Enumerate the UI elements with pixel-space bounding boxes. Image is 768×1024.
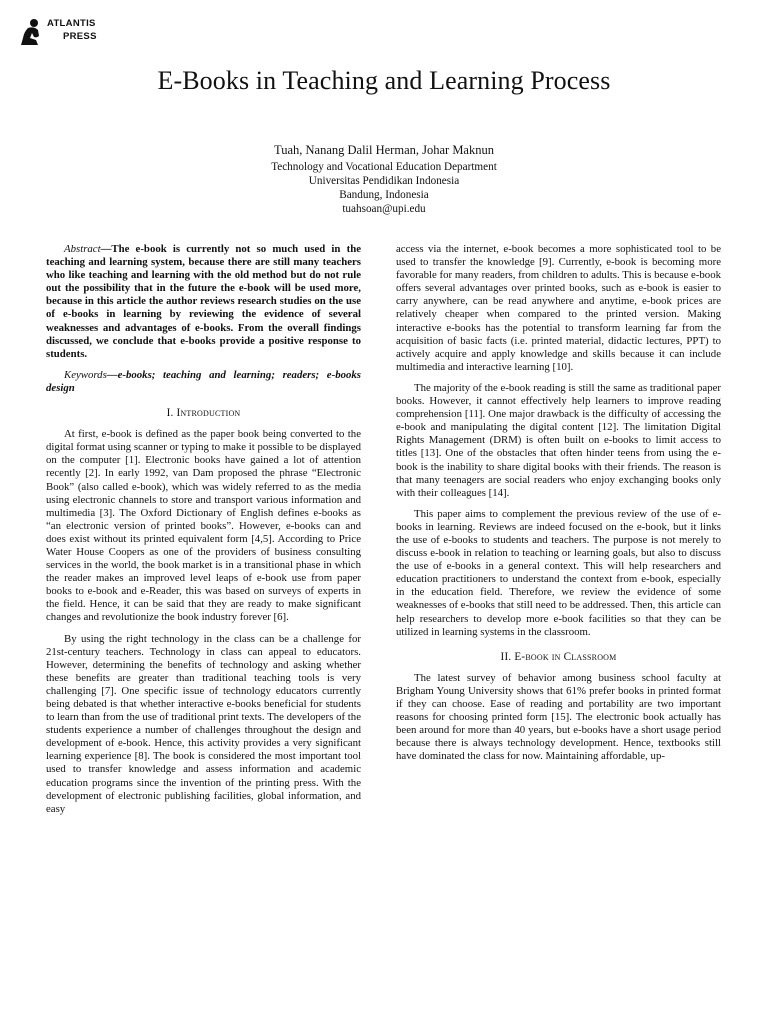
keywords-label: Keywords	[64, 368, 107, 381]
affiliation-email: tuahsoan@upi.edu	[342, 203, 426, 215]
keywords	[46, 369, 361, 395]
paragraph-intro-continued: access via the internet, e-book becomes a more sophisticated tool to be used to transfer the knowledge [9]. Currently, e-book is becoming more favorable for many readers, from children to adults. This is because e-book offers several advantages over printed books, such as e-book is easier to carry anywhere, can be read anywhere and anytime, e-book prices are relatively cheaper when compared to the printed version. Making interactive e-books has the potential to transform learning far from the acquisition of basic facts (i.e. printed material, didactic lectures, PPT) to actively acquire and apply knowledge and skills because it can include multimedia and interactive learning [10].	[396, 243, 721, 373]
thinker-silhouette-icon	[18, 18, 44, 46]
affiliation-city: Bandung, Indonesia	[339, 189, 429, 201]
abstract-label: Abstract	[64, 243, 101, 255]
abstract	[46, 243, 361, 361]
paper-authors: Tuah, Nanang Dalil Herman, Johar Maknun	[274, 143, 494, 157]
section-heading-ebook-in-classroom: II. E-book in Classroom	[500, 650, 617, 663]
publisher-logo	[18, 16, 128, 48]
abstract-dash: —	[100, 243, 112, 255]
paragraph-intro-2: By using the right technology in the class can be a challenge for 21st-century teachers. Technology in class can appeal to educators. However, determining the benefits of technology and asking whether these benefits are greater than traditional teaching tools is very challenging [7]. One specific issue of technology educators currently being debated is that whether interactive e-books beneficial for students to learn than from the use of traditional print texts. The developers of the students experience a number of challenges throughout the design and development of e-book. Hence, this activity provides a very significant learning experience [8]. The book is considered the most important tool used to transfer knowledge and assess information and academic education programs since the invention of the printing press. With the development of electronic publishing facilities, global information, and easy	[46, 632, 361, 815]
affiliation-department: Technology and Vocational Education Department	[271, 161, 497, 173]
paragraph-section2-1: The latest survey of behavior among business school faculty at Brigham Young University shows that 61% prefer books in printed format if they can choose. Ease of reading and portability are two important reasons for choosing printed form [15]. The electronic book actually has been around for more than 40 years, but e-books have a short usage period because there is always technology development. Hence, textbooks still have dominated the class for now. Maintaining affordable, up-	[396, 671, 721, 763]
section-heading-introduction: I. Introduction	[166, 407, 241, 420]
left-column	[46, 243, 361, 824]
paragraph-intro-4: This paper aims to complement the previous review of the use of e-books in learning. Reviews are indeed focused on the e-book, but it links the use of e-books to students and teachers. The purpose is not merely to discuss e-book in relation to teaching or learning goals, but also to discuss the use of e-books in a general context. This will help researchers and education practitioners to understand the context from e-book, especially in the education field. Therefore, we review the evidence of some weaknesses of e-books that still need to be addressed. Then, this article can help researchers to develop more e-book facilities so that they can be utilized in learning systems in the classroom.	[396, 507, 721, 638]
right-column	[396, 243, 721, 771]
publisher-name-line1: ATLANTIS	[47, 18, 96, 29]
keywords-text: e-books; teaching and learning; readers; e-books design	[46, 368, 361, 394]
paper-title: E-Books in Teaching and Learning Process	[157, 66, 611, 95]
keywords-dash: —	[106, 368, 118, 381]
publisher-name-line2: PRESS	[63, 31, 97, 42]
abstract-text: The e-book is currently not so much used in the teaching and learning system, because there are still many teachers who like teaching and learning with the old method but do not rule out the possibility that in the future the e-book will be used more, because in this article the author reviews research studies on the use of e-books in learning by reviewing the evidence of several weaknesses and advantages of e-books. From the overall findings discussed, we conclude that e-books provide a positive response to students.	[46, 243, 361, 360]
author-affiliation	[0, 160, 768, 216]
paragraph-intro-1: At first, e-book is defined as the paper book being converted to the digital format using scanner or typing to make it possible to be displayed on the computer [1]. Electronic books have gained a lot of attention recently [2]. In early 1992, van Dam proposed the phrase “Electronic Book” (also called e-book), which was widely referred to as the media using electronic channels to store and transport various information and multimedia [3]. The Oxford Dictionary of English defines e-books as “an electronic version of printed books”. However, e-books can and does exist without its printed equivalent form [4,5]. According to Price Water House Coopers as one of the providers of business consulting services in the world, the book market is in a transitional phase in which the reader makes an improved level leaps of e-book use from paper books to e-book and e-Reader, this was based on surveys of experts in the field. Hence, it can be said that they are ready to make significant changes and revolutionize the book industry forever [6].	[46, 428, 361, 624]
paragraph-intro-3: The majority of the e-book reading is still the same as traditional paper books. However, it cannot effectively help learners to improve reading comprehension [11]. One major drawback is the difficulty of accessing the e-book and manipulating the digital content [12]. The limitation Digital Rights Management (DRM) is often built on e-books to limit access to titles [13]. One of the obstacles that often hinder teens from using the e-book is the inability to share digital books with their friends. The reason is that many teenagers are social readers who enjoy exchanging books only with their colleagues [14].	[396, 381, 721, 499]
affiliation-university: Universitas Pendidikan Indonesia	[308, 175, 460, 187]
